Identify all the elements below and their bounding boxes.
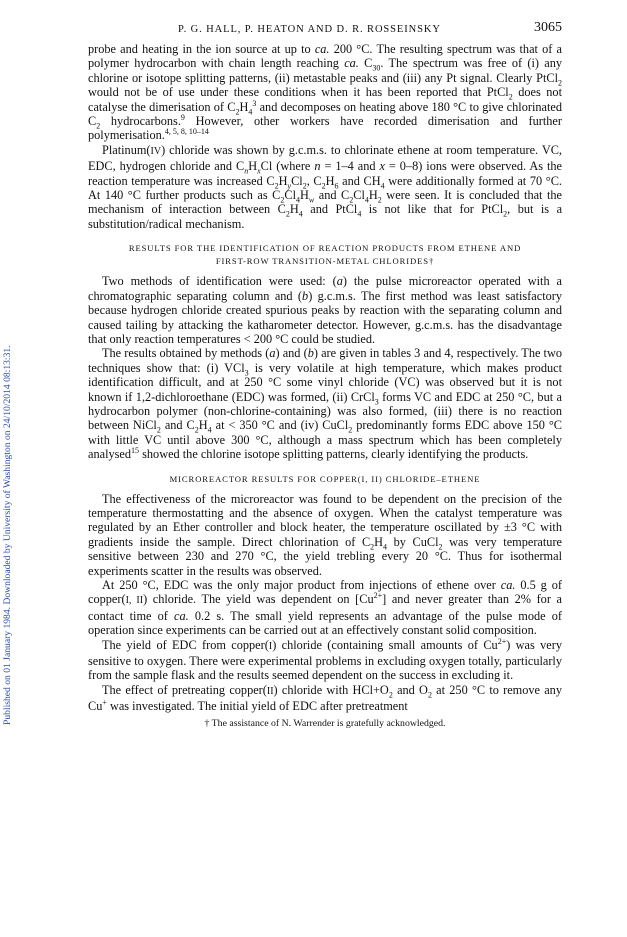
paragraph-4: The results obtained by methods (a) and (b) are given in tables 3 and 4, respectively. The two techniques show that: (i) VCl$_3$ is very volatile at high temperature, which makes product identification difficult, and at 250 °C some vinyl chloride (VC) was observed but it is not known if 1,2-dichloroethane (EDC) was formed, (ii) CrCl$_3$ forms VC and EDC at 250 °C, but a hydrocarbon polymer (non-chlorine-containing) was also formed, (iii) there is no reaction between NiCl$_2$ and $C_2H_4$ at < 350 °C and (iv) CuCl$_2$ predominantly forms EDC above 150 °C with little VC until above 300 °C, although a mass spectrum which has been completely analysed$^{15}$ showed the chlorine isotope splitting patterns, clearly identifying the products.	[88, 346, 563, 462]
paragraph-3: Two methods of identification were used: (a) the pulse microreactor operated with a chromatographic separating column and (b) g.c.m.s. The first method was least satisfactory because hydrogen chloride created spurious peaks by reaction with the separating column and caused tailing by attacking the katharometer detector. However, g.c.m.s. has the disadvantage that only reaction temperatures < 200 °C could be studied.	[88, 274, 563, 346]
paragraph-5: The effectiveness of the microreactor was found to be dependent on the precision of the temperature thermostatting and the absence of oxygen. When the catalyst temperature was regulated by an Ether controller and block heater, the temperature oscillated by ±3 °C with gradients inside the sample. Direct chlorination of $C_2H_4$ by CuCl$_2$ was very temperature sensitive between 230 and 270 °C, the yield trebling every 20 °C. Thus for isothermal experiments scatter in the results was observed.	[88, 491, 562, 578]
paragraph-7: The yield of EDC from copper(I) chloride (containing small amounts of $Cu^{2+}$) was very sensitive to oxygen. There were experimental problems in excluding oxygen totally, particularly from the sample flask and the results seemed dependent on the success in excluding it.	[88, 636, 563, 683]
running-header	[88, 20, 562, 38]
paragraph-6: At 250 °C, EDC was the only major product from injections of ethene over ca. 0.5 g of copper(I, II) chloride. The yield was dependent on $[Cu^{2+}]$ and never greater than 2% for a contact time of ca. 0.2 s. The small yield represents an advantage of the pulse mode of operation since experiments can be carried out at an effectively constant solid composition.	[88, 578, 562, 638]
paragraph-8: The effect of pretreating copper(II) chloride with $HCl+O_2$ and $O_2$ at 250 °C to remove any Cu+ was investigated. The initial yield of EDC after pretreatment	[88, 682, 562, 714]
article-body	[88, 42, 562, 730]
section-heading-identification: RESULTS FOR THE IDENTIFICATION OF REACTION PRODUCTS FROM ETHENE AND FIRST-ROW TRANSITION-METAL CHLORIDES†	[128, 243, 522, 267]
section-heading-microreactor: MICROREACTOR RESULTS FOR COPPER(I, II) CHLORIDE–ETHENE	[169, 473, 481, 484]
page-number: 3065	[534, 20, 562, 35]
paragraph-1: probe and heating in the ion source at up to ca. 200 °C. The resulting spectrum was that of a polymer hydrocarbon with chain length reaching ca. $C_{30}$. The spectrum was free of (i) any chlorine or isotope splitting patterns, (ii) metastable peaks and (iii) any Pt signal. Clearly PtCl$_2$ would not be of use under these conditions when it has been reported that PtCl$_2$ does not catalyse the dimerisation of $C_2H_4^3$ and decomposes on heating above 180 °C to give chlorinated $C_2$ hydrocarbons.$^9$ However, other workers have recorded dimerisation and further polymerisation.$^{4, 5, 8, 10-14}$	[88, 42, 562, 143]
download-watermark: Published on 01 January 1984. Downloaded by University of Washington on 24/10/2014 08:13:31.	[2, 345, 13, 725]
footnote: † The assistance of N. Warrender is gratefully acknowledged.	[204, 717, 446, 729]
paragraph-2: Platinum(IV) chloride was shown by g.c.m.s. to chlorinate ethene at room temperature. VC, EDC, hydrogen chloride and $C_nH_xCl$ (where n = 1–4 and x = 0–8) ions were observed. As the reaction temperature was increased $C_2H_yCl_2$, $C_2H_6$ and $CH_4$ were additionally formed at 70 °C. At 140 °C further products such as $C_2Cl_4H_w$ and $C_2Cl_4H_2$ were seen. It is concluded that the mechanism of interaction between $C_2H_4$ and PtCl$_4$ is not like that for PtCl$_2$, but is a substitution/radical mechanism.	[88, 142, 563, 231]
header-authors: P. G. HALL, P. HEATON AND D. R. ROSSEINSKY	[178, 24, 441, 35]
